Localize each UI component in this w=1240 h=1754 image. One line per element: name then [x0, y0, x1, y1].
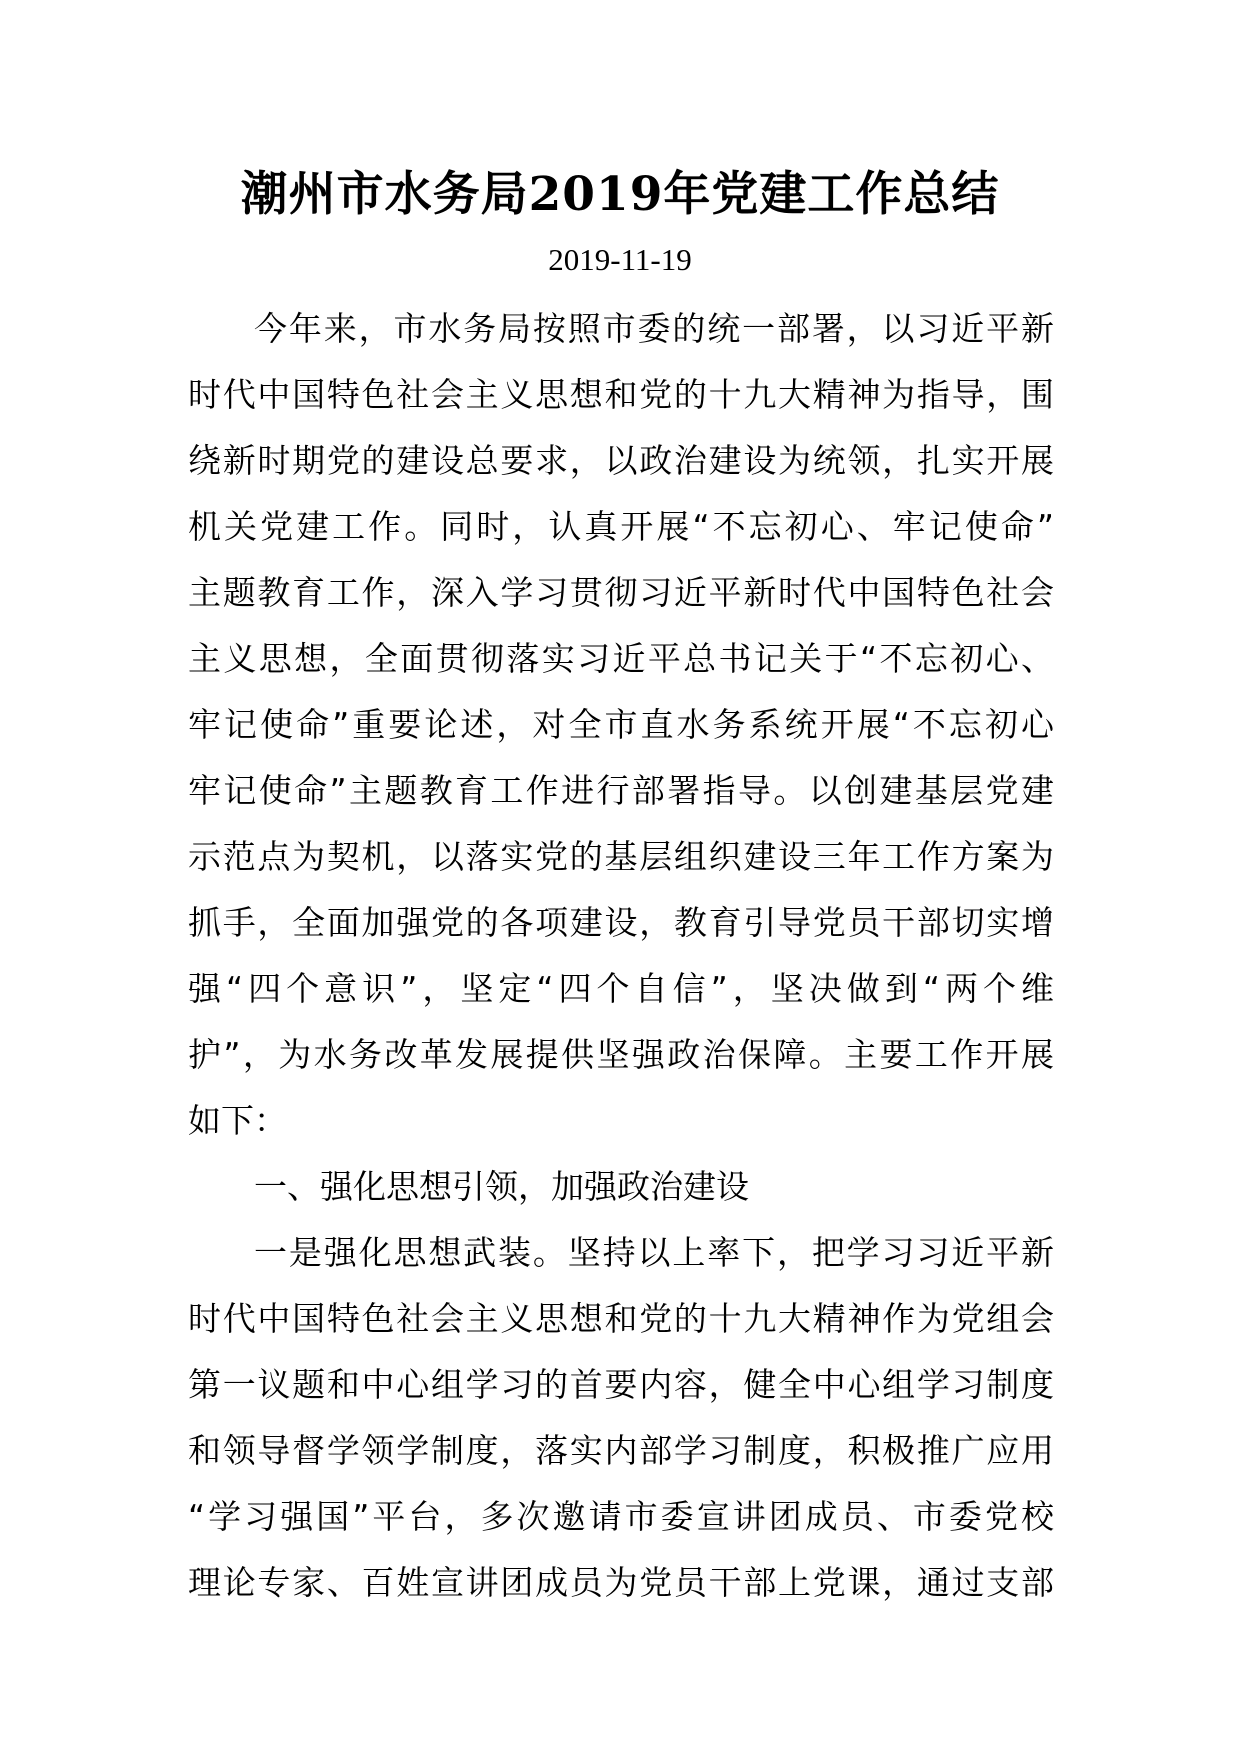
paragraph-line: 主题教育工作，深入学习贯彻习近平新时代中国特色社会: [188, 573, 1054, 612]
document-body: [188, 296, 1054, 1616]
paragraph-line: 示范点为契机，以落实党的基层组织建设三年工作方案为: [188, 837, 1054, 876]
paragraph-line: 今年来，市水务局按照市委的统一部署，以习近平新: [254, 309, 1054, 348]
paragraph-line: 第一议题和中心组学习的首要内容，健全中心组学习制度: [188, 1365, 1054, 1404]
paragraph-line: 牢记使命”主题教育工作进行部署指导。以创建基层党建: [188, 771, 1054, 810]
paragraph-line: 和领导督学领学制度，落实内部学习制度，积极推广应用: [188, 1431, 1054, 1470]
paragraph-line: 机关党建工作。同时，认真开展“不忘初心、牢记使命”: [188, 507, 1054, 546]
paragraph-line: 如下：: [188, 1101, 287, 1140]
paragraph-line: 理论专家、百姓宣讲团成员为党员干部上党课，通过支部: [188, 1563, 1054, 1602]
document-title: 潮州市水务局2019年党建工作总结: [240, 167, 1000, 222]
paragraph-line: 时代中国特色社会主义思想和党的十九大精神作为党组会: [188, 1299, 1054, 1338]
document-date: 2019-11-19: [548, 242, 692, 277]
section-heading: 一、强化思想引领，加强政治建设: [254, 1167, 749, 1206]
paragraph-line: 绕新时期党的建设总要求，以政治建设为统领，扎实开展: [188, 441, 1054, 480]
paragraph-line: “学习强国”平台，多次邀请市委宣讲团成员、市委党校: [188, 1497, 1054, 1536]
paragraph-line: 一是强化思想武装。坚持以上率下，把学习习近平新: [254, 1233, 1054, 1272]
paragraph-line: 主义思想，全面贯彻落实习近平总书记关于“不忘初心、: [188, 639, 1054, 678]
paragraph-line: 护”，为水务改革发展提供坚强政治保障。主要工作开展: [188, 1035, 1054, 1074]
paragraph-line: 强“四个意识”，坚定“四个自信”，坚决做到“两个维: [188, 969, 1054, 1008]
paragraph-line: 时代中国特色社会主义思想和党的十九大精神为指导，围: [188, 375, 1054, 414]
paragraph-line: 抓手，全面加强党的各项建设，教育引导党员干部切实增: [188, 903, 1054, 942]
paragraph-line: 牢记使命”重要论述，对全市直水务系统开展“不忘初心: [188, 705, 1054, 744]
